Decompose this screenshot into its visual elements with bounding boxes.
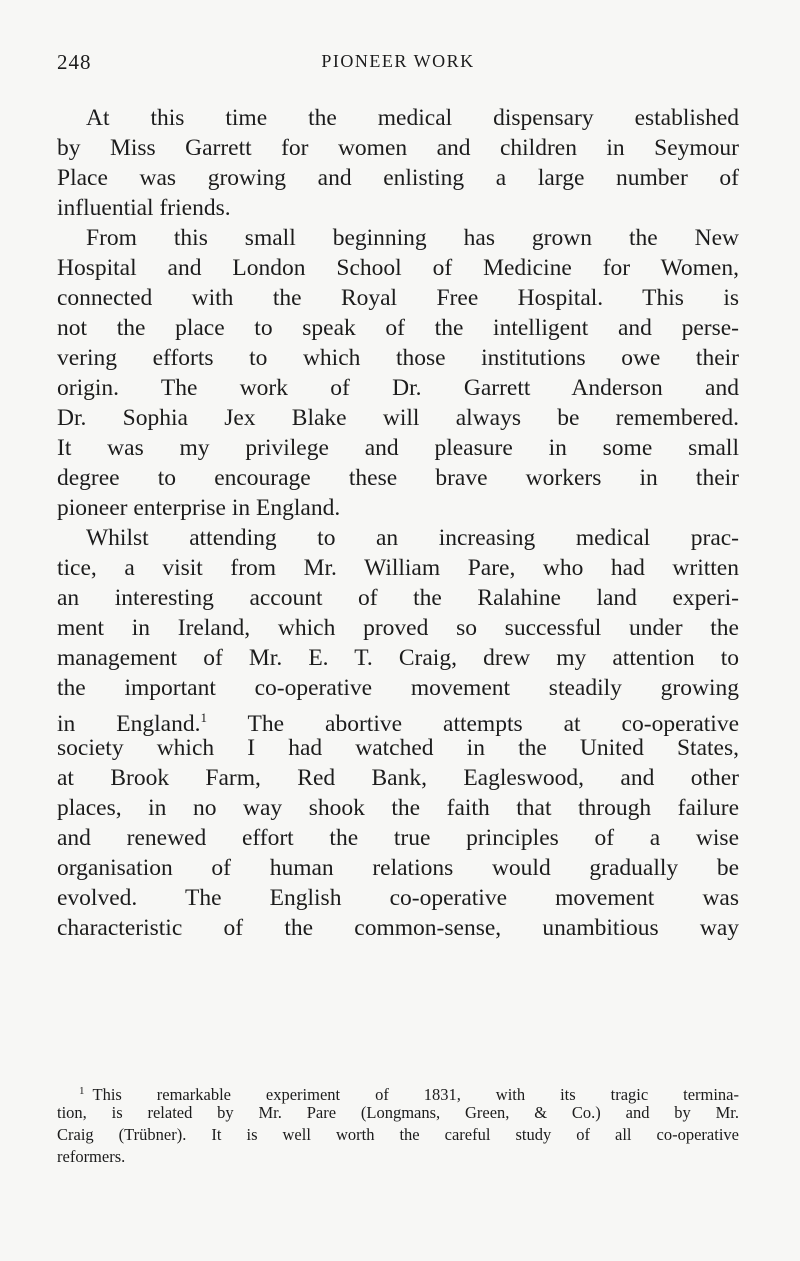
text-line [57,703,739,737]
text-fragment: The abortive attempts at co-operative [206,711,739,737]
footnote-line: reformers. [57,1147,126,1166]
text-line: management of Mr. E. T. Craig, drew my attention to [57,645,739,671]
footnote-line: Craig (Trübner). It is well worth the careful study of all co-operative [57,1125,739,1144]
body-text [57,103,739,943]
text-line: pioneer enterprise in England. [57,495,341,521]
text-fragment: This remarkable experiment of 1831, with its tragic termina- [92,1085,739,1104]
footnote-line: tion, is related by Mr. Pare (Longmans, Green, & Co.) and by Mr. [57,1103,739,1122]
text-line: origin. The work of Dr. Garrett Anderson and [57,375,739,401]
text-line: places, in no way shook the faith that through failure [57,795,739,821]
footnote-marker: 1 [79,1085,85,1097]
text-line: evolved. The English co-operative movement was [57,885,739,911]
text-line: at Brook Farm, Red Bank, Eagleswood, and other [57,765,739,791]
footnote-line [57,1080,739,1102]
text-line: ment in Ireland, which proved so successful under the [57,615,739,641]
text-line: Whilst attending to an increasing medical prac- [86,525,739,551]
text-line: organisation of human relations would gradually be [57,855,739,881]
text-fragment: in England. [57,711,201,737]
text-line: by Miss Garrett for women and children in Seymour [57,135,739,161]
text-line: vering efforts to which those institutions owe their [57,345,739,371]
text-line: degree to encourage these brave workers in their [57,465,739,491]
footnote [57,1080,739,1168]
text-line: Place was growing and enlisting a large number of [57,165,739,191]
page-number: 248 [57,50,92,74]
text-line: tice, a visit from Mr. William Pare, who had written [57,555,739,581]
text-line: and renewed effort the true principles of a wise [57,825,739,851]
text-line: not the place to speak of the intelligent and perse- [57,315,739,341]
text-line: connected with the Royal Free Hospital. This is [57,285,739,311]
text-line: characteristic of the common-sense, unambitious way [57,915,739,941]
text-line: It was my privilege and pleasure in some small [57,435,739,461]
text-line: From this small beginning has grown the New [86,225,739,251]
text-line: society which I had watched in the United States, [57,735,739,761]
text-line: influential friends. [57,195,231,221]
page-header [57,50,739,80]
text-line: Dr. Sophia Jex Blake will always be remembered. [57,405,739,431]
text-line: At this time the medical dispensary established [86,105,739,131]
text-line: Hospital and London School of Medicine for Women, [57,255,739,281]
text-line: the important co-operative movement steadily growing [57,675,739,701]
text-line: an interesting account of the Ralahine land experi- [57,585,739,611]
footnote-reference[interactable]: 1 [200,710,207,725]
running-title: PIONEER WORK [321,51,475,71]
